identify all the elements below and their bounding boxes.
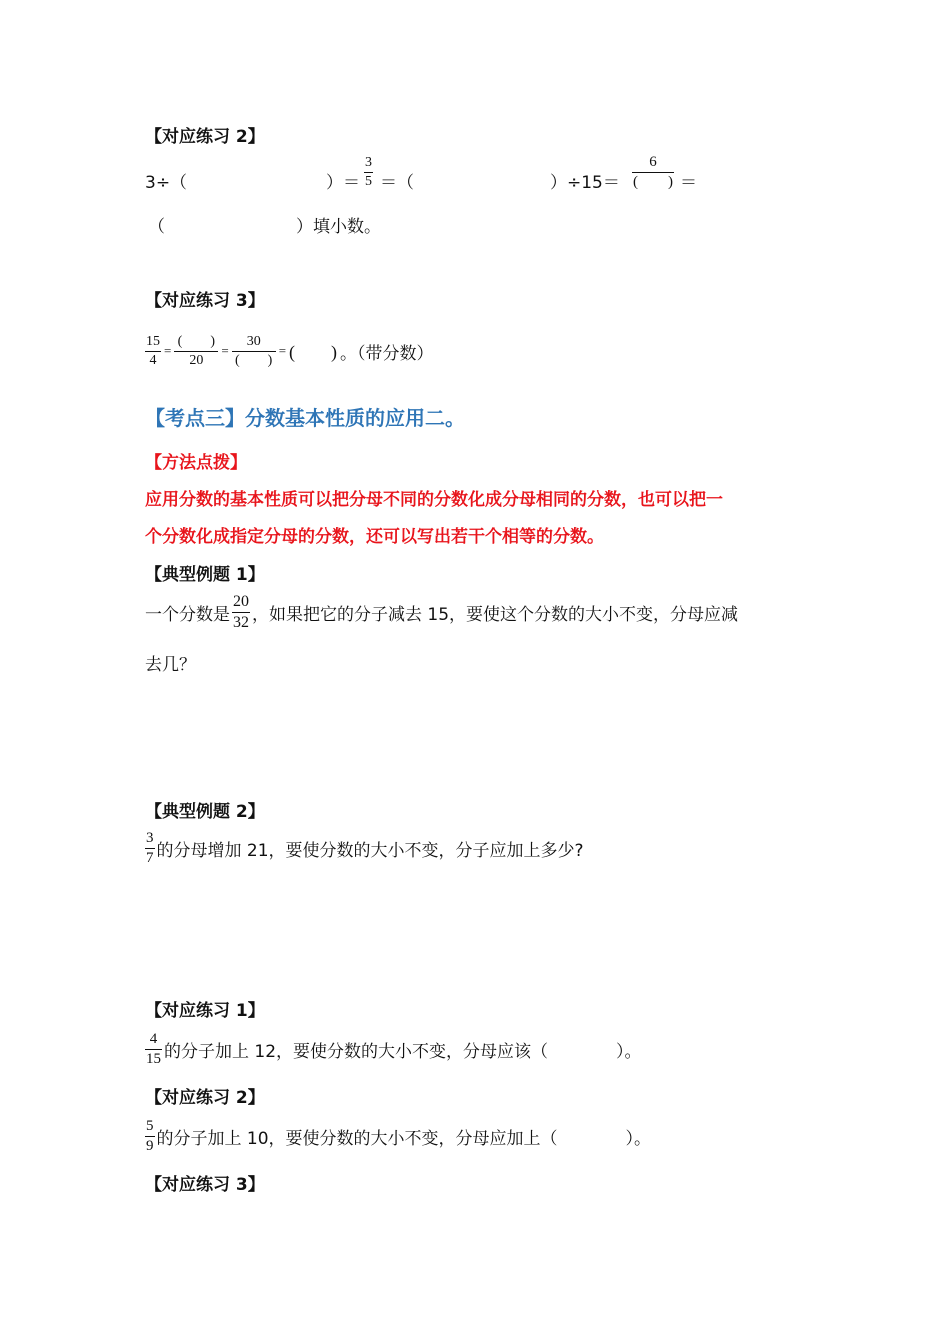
practice-2b-heading: 【对应练习 2】 [145,1088,265,1108]
practice-2-line1-e: ＝ [680,173,697,193]
fraction-20-32: $\frac{20}{32}$ [233,592,249,631]
example-1-line-1: 一个分数是 $\frac{20}{32}$ ，如果把它的分子减去 15，要使这个分数的大小不变，分母应减 [145,592,739,631]
fraction-30-blank: $\frac{30}{( )}$ [232,335,276,368]
answer-blank: ( ) [289,342,338,362]
practice-2b-line: $\frac{5}{9}$ 的分子加上 10，要使分数的大小不变，分母应加上（ ）。 [146,1117,652,1154]
example-1-line-2: 去几？ [145,655,196,675]
equals-sign: = [278,343,287,358]
practice-2-line1-c: ＝（ [380,173,414,193]
mixed-number-note: 。（带分数） [340,343,434,364]
fraction-3-7: $\frac{3}{7}$ [146,829,154,866]
practice-2-line1-a: 3÷（ [145,173,188,193]
method-heading: 【方法点拨】 [145,453,247,473]
fraction-4-15: $\frac{4}{15}$ [146,1030,161,1067]
example-2-heading: 【典型例题 2】 [145,802,265,822]
method-line-1: 应用分数的基本性质可以把分母不同的分数化成分母相同的分数，也可以把一 [145,490,723,510]
fraction-3-5: $\frac{3}{5}$ [365,155,372,189]
fraction-5-9: $\frac{5}{9}$ [146,1117,154,1154]
practice-2-line2-a: （ [148,217,165,237]
section-3-title: 【考点三】分数基本性质的应用二。 [145,406,465,430]
practice-2-line1-b: ）＝ [326,173,360,193]
example-2-line: $\frac{3}{7}$ 的分母增加 21，要使分数的大小不变，分子应加上多少? [146,829,584,866]
practice-2-line2-b: ）填小数。 [296,217,381,237]
practice-3b-heading: 【对应练习 3】 [145,1175,265,1195]
fraction-6-blank: 6 ( ) [633,154,673,190]
fraction-blank-20: $\frac{( )}{20}$ [174,335,218,368]
practice-3-equation [145,328,434,374]
practice-3-heading: 【对应练习 3】 [145,291,265,311]
equals-sign: = [221,343,229,358]
practice-2-line1-d: ）÷15＝ [550,173,620,193]
example-1-heading: 【典型例题 1】 [145,565,265,585]
fraction-15-4: $\frac{15}{4}$ [146,333,160,368]
practice-1b-line: $\frac{4}{15}$ 的分子加上 12，要使分数的大小不变，分母应该（ ）。 [146,1030,642,1067]
equals-sign: = [164,343,172,358]
method-line-2: 个分数化成指定分母的分数，还可以写出若干个相等的分数。 [145,527,604,547]
practice-2-heading: 【对应练习 2】 [145,127,265,147]
practice-1b-heading: 【对应练习 1】 [145,1001,265,1021]
